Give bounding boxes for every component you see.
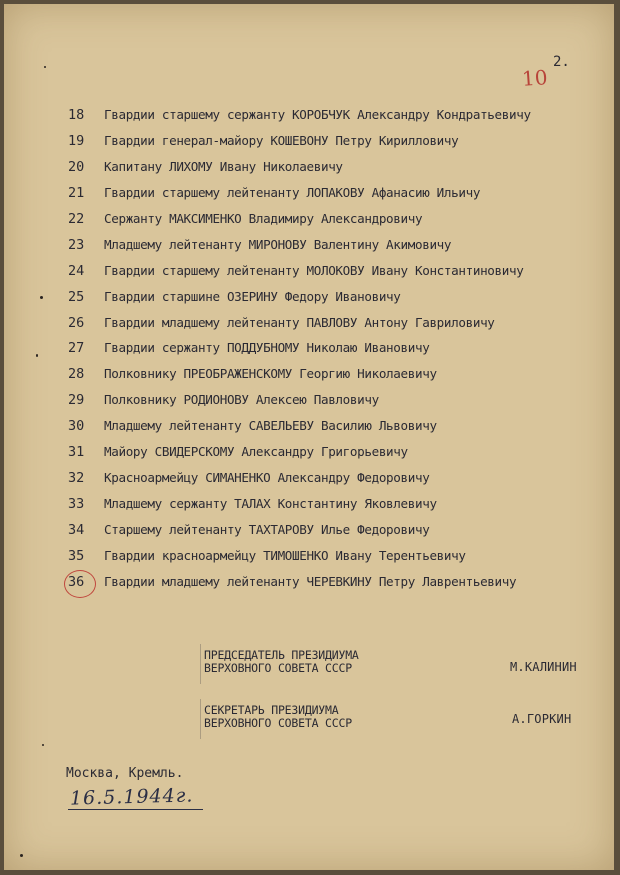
list-item [68,154,608,180]
list-item [68,180,608,206]
entry-number: 21 [68,184,85,201]
entry-text: Младшему лейтенанту САВЕЛЬЕВУ Василию Львовичу [104,418,437,434]
entry-text: Старшему лейтенанту ТАХТАРОВУ Илье Федоровичу [104,522,430,537]
paper-speck [42,744,44,746]
list-item [68,491,608,517]
paper-speck [44,66,46,68]
list-item [68,465,608,491]
entry-text: Гвардии красноармейцу ТИМОШЕНКО Ивану Терентьевичу [104,547,466,563]
entry-text: Гвардии генерал-майору КОШЕВОНУ Петру Кирилловичу [104,132,459,148]
folio-number: 10 [521,65,549,91]
signature-name-secretary: А.ГОРКИН [512,712,572,726]
list-item [68,543,608,569]
entry-number: 23 [68,236,85,253]
date-underline [68,809,203,810]
signature-name-chairman: М.КАЛИНИН [510,660,577,674]
entry-number: 30 [68,418,85,435]
list-item [68,232,608,258]
red-circle-mark [64,570,96,598]
list-item [68,206,608,232]
list-item [68,310,608,336]
list-item [68,439,608,465]
entry-number: 18 [68,107,85,123]
entry-number: 24 [68,262,85,279]
signature-title-line: СЕКРЕТАРЬ ПРЕЗИДИУМА [204,703,339,717]
entry-text: Сержанту МАКСИМЕНКО Владимиру Александровичу [104,210,423,226]
entry-number: 28 [68,366,85,383]
entry-number: 35 [68,547,85,564]
entry-number: 25 [68,288,85,305]
entry-text: Гвардии старшему сержанту КОРОБЧУК Александру Кондратьевичу [104,107,531,122]
entry-text: Гвардии младшему лейтенанту ЧЕРЕВКИНУ Петру Лаврентьевичу [104,573,517,589]
signature-title-line: ВЕРХОВНОГО СОВЕТА СССР [204,661,352,675]
list-item [68,102,608,128]
entry-number: 31 [68,444,85,461]
list-item [68,258,608,284]
entry-number: 20 [68,158,85,175]
handwritten-date: 16.5.1944г. [69,784,194,810]
entry-text: Младшему лейтенанту МИРОНОВУ Валентину Акимовичу [104,236,452,252]
entry-number: 36 [68,573,85,590]
paper-speck [20,854,23,857]
entry-number: 33 [68,496,85,513]
paper-speck [36,354,38,357]
entry-number: 29 [68,392,85,409]
list-item [68,387,608,413]
place-line: Москва, Кремль. [66,766,184,781]
entry-number: 22 [68,210,85,227]
paper-speck [40,296,43,299]
entry-number: 34 [68,522,85,538]
document-page [4,4,614,870]
entry-text: Полковнику РОДИОНОВУ Алексею Павловичу [104,392,379,408]
list-item [68,361,608,387]
list-item [68,335,608,361]
page-number: 2. [553,54,570,70]
signature-title-line: ПРЕДСЕДАТЕЛЬ ПРЕЗИДИУМА [204,648,359,662]
list-item [68,413,608,439]
entry-number: 32 [68,470,85,487]
entry-text: Майору СВИДЕРСКОМУ Александру Григорьевичу [104,444,408,460]
entry-number: 26 [68,314,85,331]
entry-text: Полковнику ПРЕОБРАЖЕНСКОМУ Георгию Николаевичу [104,366,437,382]
list-item [68,284,608,310]
list-item [68,517,608,543]
list-item [68,569,608,595]
entry-text: Гвардии старшине ОЗЕРИНУ Федору Ивановичу [104,288,401,304]
entry-text: Гвардии старшему лейтенанту МОЛОКОВУ Ивану Константиновичу [104,262,524,278]
entry-number: 27 [68,340,85,357]
entry-number: 19 [68,132,85,149]
award-list [68,102,608,595]
entry-text: Гвардии старшему лейтенанту ЛОПАКОВУ Афанасию Ильичу [104,184,481,200]
entry-text: Гвардии младшему лейтенанту ПАВЛОВУ Антону Гавриловичу [104,314,495,330]
signature-title-secretary [204,704,352,730]
entry-text: Младшему сержанту ТАЛАХ Константину Яковлевичу [104,496,437,512]
entry-text: Капитану ЛИХОМУ Ивану Николаевичу [104,158,343,174]
signature-title-line: ВЕРХОВНОГО СОВЕТА СССР [204,716,352,730]
signature-title-chairman [204,649,359,675]
list-item [68,128,608,154]
entry-text: Гвардии сержанту ПОДДУБНОМУ Николаю Ивановичу [104,340,430,356]
entry-text: Красноармейцу СИМАНЕНКО Александру Федоровичу [104,470,430,486]
